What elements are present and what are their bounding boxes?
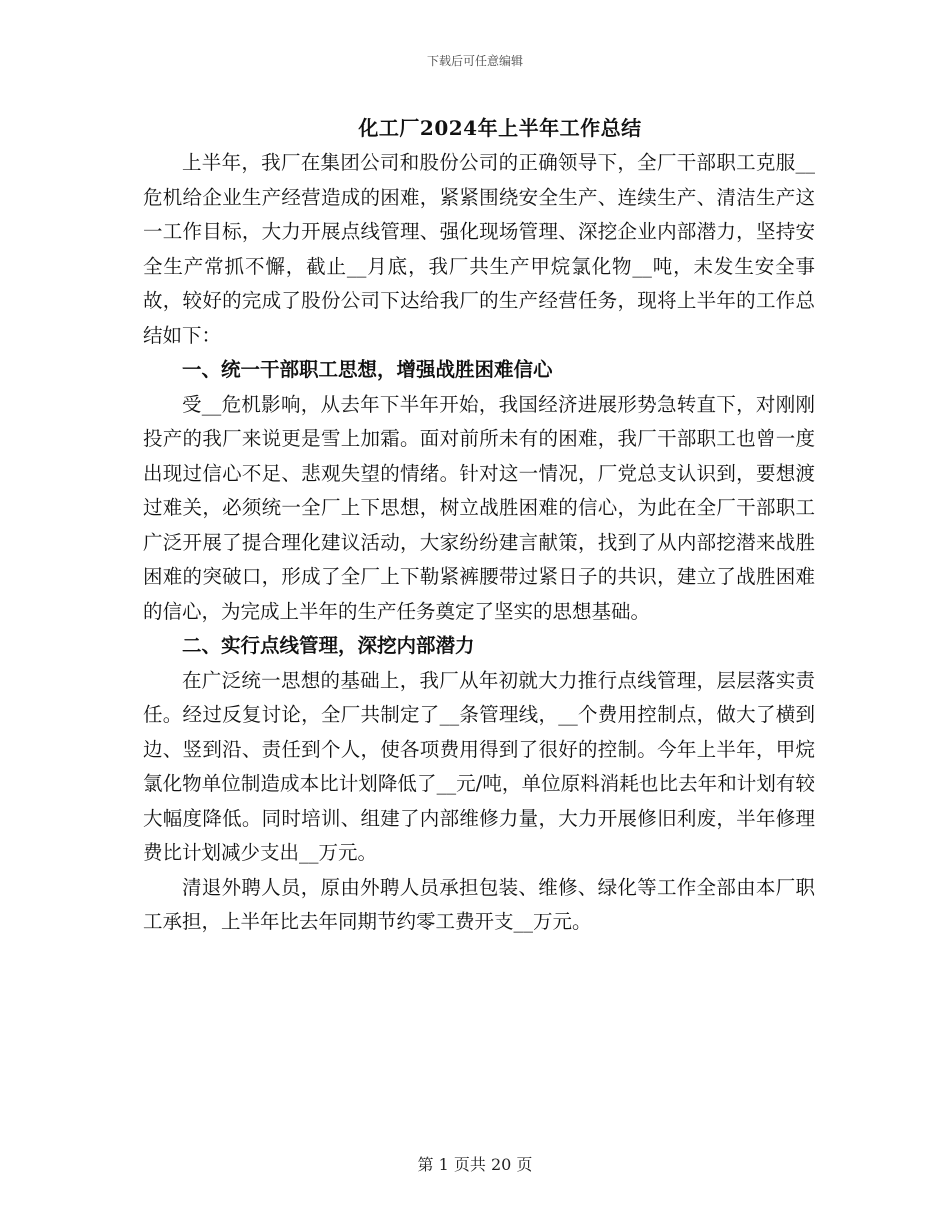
- document-title: 化工厂2024年上半年工作总结: [358, 116, 642, 140]
- section-1-paragraph: 受__危机影响，从去年下半年开始，我国经济进展形势急转直下，对刚刚投产的我厂来说更是雪上加霜。面对前所未有的困难，我厂干部职工也曾一度出现过信心不足、悲观失望的情绪。针对这一情况，厂党总支认识到，要想渡过难关，必须统一全厂上下思想，树立战胜困难的信心，为此在全厂干部职工广泛开展了提合理化建议活动，大家纷纷建言献策，找到了从内部挖潜来战胜困难的突破口，形成了全厂上下勒紧裤腰带过紧日子的共识，建立了战胜困难的信心，为完成上半年的生产任务奠定了坚实的思想基础。: [143, 392, 815, 623]
- page-number: 第 1 页共 20 页: [417, 1155, 533, 1174]
- section-2-paragraph-1: 在广泛统一思想的基础上，我厂从年初就大力推行点线管理，层层落实责任。经过反复讨论，全厂共制定了__条管理线，__个费用控制点，做大了横到边、竖到沿、责任到个人，使各项费用得到了很好的控制。今年上半年，甲烷氯化物单位制造成本比计划降低了__元/吨，单位原料消耗也比去年和计划有较大幅度降低。同时培训、组建了内部维修力量，大力开展修旧利废，半年修理费比计划减少支出__万元。: [143, 668, 815, 864]
- section-2-heading: 二、实行点线管理，深挖内部潜力: [182, 634, 475, 657]
- intro-paragraph: 上半年，我厂在集团公司和股份公司的正确领导下，全厂干部职工克服__危机给企业生产经营造成的困难，紧紧围绕安全生产、连续生产、清洁生产这一工作目标，大力开展点线管理、强化现场管理、深挖企业内部潜力，坚持安全生产常抓不懈，截止__月底，我厂共生产甲烷氯化物__吨，未发生安全事故，较好的完成了股份公司下达给我厂的生产经营任务，现将上半年的工作总结如下：: [143, 151, 815, 347]
- document-body: [143, 146, 815, 940]
- section-1-heading: 一、统一干部职工思想，增强战胜困难信心: [182, 358, 553, 381]
- section-2-paragraph-2: 清退外聘人员，原由外聘人员承担包装、维修、绿化等工作全部由本厂职工承担，上半年比去年同期节约零工费开支__万元。: [143, 875, 815, 933]
- page-header-note: 下载后可任意编辑: [426, 54, 523, 68]
